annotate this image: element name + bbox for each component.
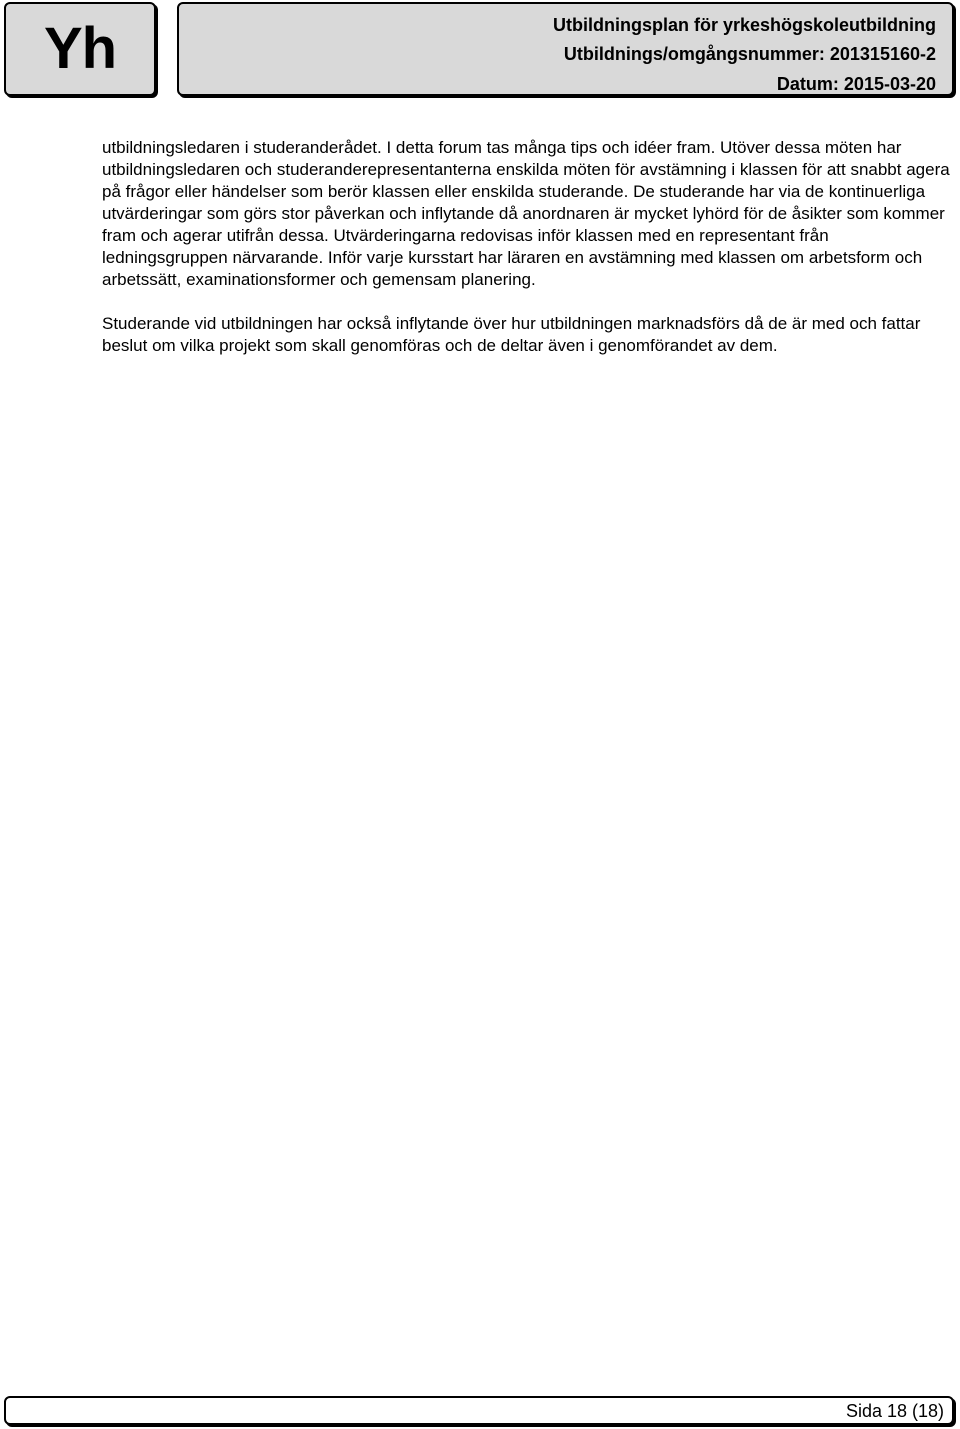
body-paragraph: Studerande vid utbildningen har också inflytande över hur utbildningen marknadsförs då de är med och fattar beslut om vilka projekt som skall genomföras och de deltar även i genomförandet av dem. — [102, 314, 921, 355]
document-title: Utbildningsplan för yrkeshögskoleutbildning — [552, 15, 936, 35]
body-paragraph: utbildningsledaren i studeranderådet. I detta forum tas många tips och idéer fram. Utöver dessa möten har utbildningsledaren och studeranderepresentanterna enskilda möten för avstämning i klassen för att snabbt agera på frågor eller händelser som berör klassen eller enskilda studerande. De studerande har via de kontinuerliga utvärderingar som görs stor påverkan och inflytande då anordnaren är mycket lyhörd för de åsikter som kommer fram och agerar utifrån dessa. Utvärderingarna redovisas inför klassen med en representant från ledningsgruppen närvarande. Inför varje kursstart har läraren en avstämning med klassen om arbetsform och arbetssätt, examinationsformer och gemensam planering. — [102, 138, 950, 289]
document-body — [102, 137, 952, 379]
document-date: Datum: 2015-03-20 — [776, 74, 936, 94]
program-number: Utbildnings/omgångsnummer: 201315160-2 — [563, 44, 936, 64]
page-footer — [4, 1396, 954, 1425]
document-header — [177, 2, 954, 96]
page-number: Sida 18 (18) — [845, 1401, 944, 1421]
yh-logo: Yh — [43, 16, 117, 81]
logo-box — [4, 2, 156, 96]
